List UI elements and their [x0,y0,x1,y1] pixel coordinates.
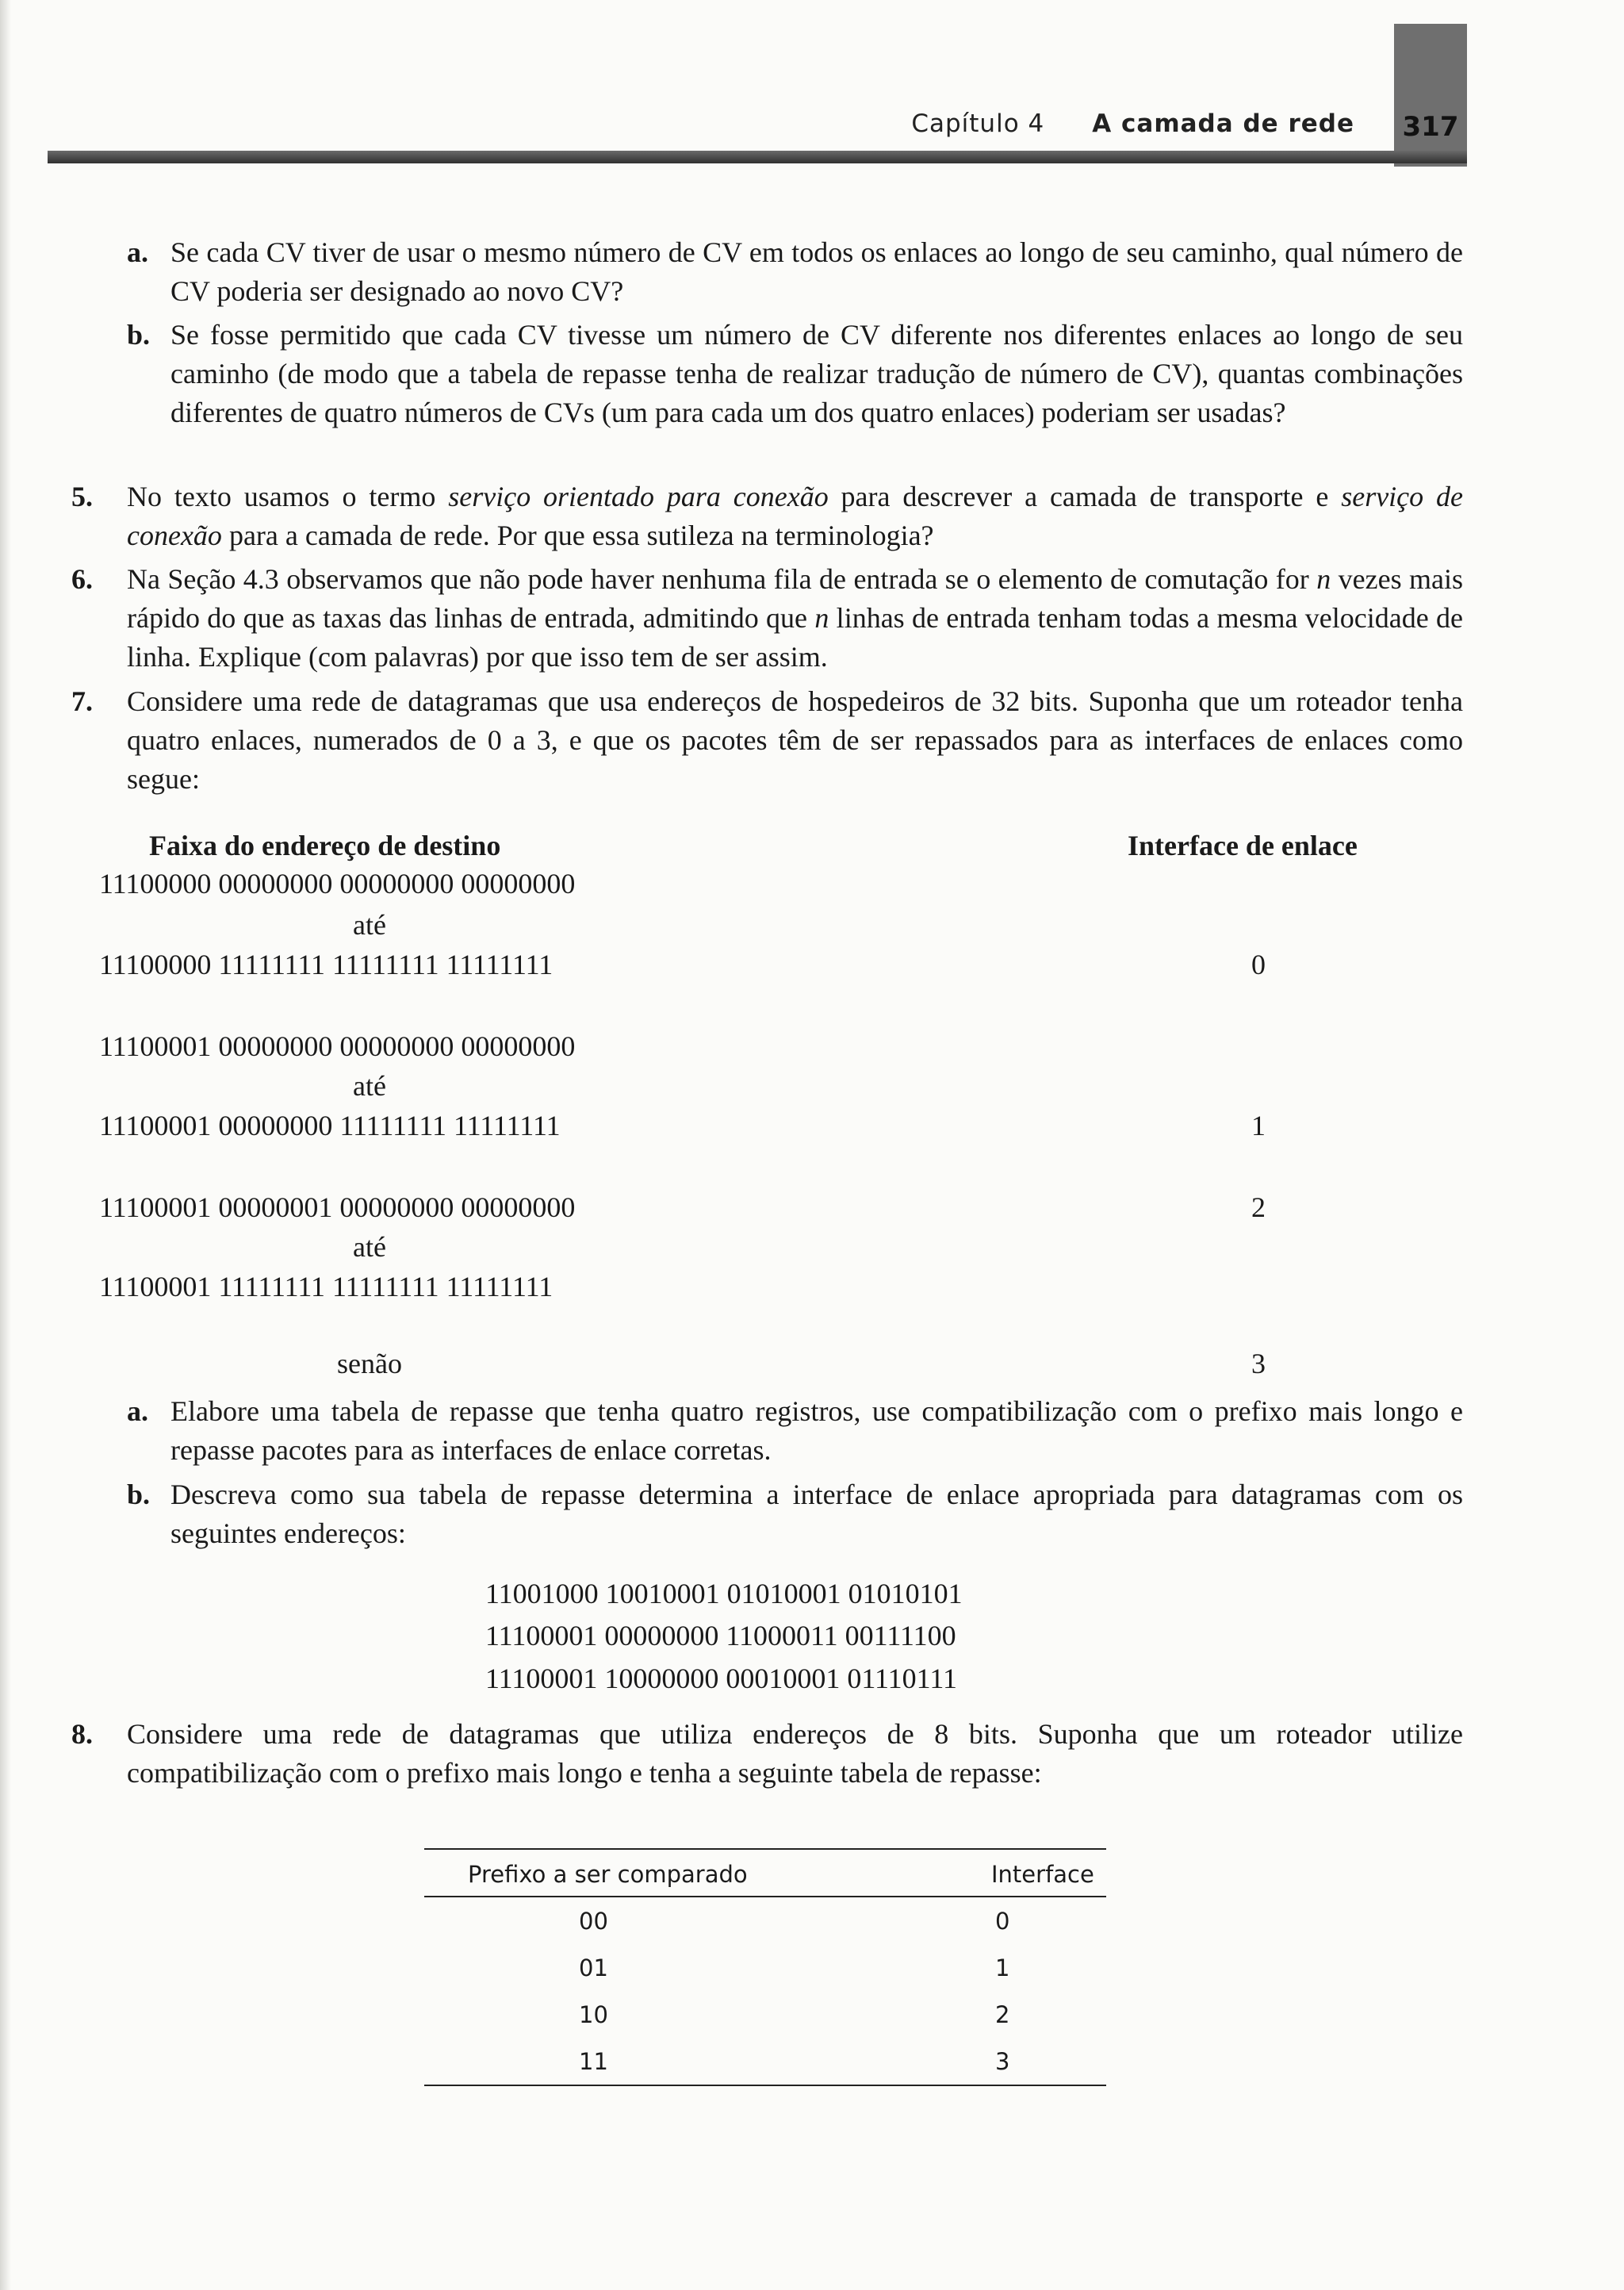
question-7 [71,682,1463,799]
chapter-label: Capítulo 4 [911,109,1045,138]
header-rule [48,151,1467,163]
q5-number: 5. [71,481,93,512]
q4-part-b [127,316,1463,432]
range-1-interface: 0 [1251,949,1266,980]
q7-number: 7. [71,685,93,717]
q7-part-b [127,1475,1463,1553]
q6-text-3: linhas de entrada tenham todas a mesma velocidade de linha. Explique (com palavras) por que isso tem de ser assim. [127,602,1463,673]
question-8 [71,1715,1463,1793]
q6-emphasis-2: n [814,602,829,634]
col-header-prefix: Prefixo a ser comparado [424,1849,991,1897]
range-3-to: 11100001 11111111 11111111 11111111 [99,1271,553,1302]
q7-a-text: Elabore uma tabela de repasse que tenha quatro registros, use compatibilização com o prefixo mais longo e repasse pacotes para as interfaces de enlace corretas. [170,1395,1463,1466]
prefix-cell: 01 [579,1954,608,1981]
otherwise-label: senão [337,1348,402,1379]
q7-a-marker: a. [127,1395,148,1427]
range-2-to-word: até [353,1070,386,1102]
q6-text-1: Na Seção 4.3 observamos que não pode haver nenhuma fila de entrada se o elemento de comutação for [127,563,1317,595]
prefix-cell: 11 [424,2038,991,2085]
page-edge-shadow [0,0,11,2290]
q8-text: Considere uma rede de datagramas que utiliza endereços de 8 bits. Suponha que um roteador utilize compatibilização com o prefixo mais longo e tenha a seguinte tabela de repasse: [127,1718,1463,1789]
table-row [424,2038,1106,2085]
q5-emphasis-2: serviço de conexão [127,481,1463,551]
datagram-address-1: 11001000 10010001 01010001 01010101 [485,1578,963,1609]
q8-number: 8. [71,1718,93,1750]
q4-b-text: Se fosse permitido que cada CV tivesse um número de CV diferente nos diferentes enlaces ao longo de seu caminho (de modo que a tabela de repasse tenha de realizar tradução de número de CV), quantas combinações diferentes de quatro números de CVs (um para cada um dos quatro enlaces) poderiam ser usadas? [170,319,1463,428]
page-number: 317 [1402,111,1459,143]
table-row [424,1944,1106,1991]
range-2-from: 11100001 00000000 00000000 00000000 [99,1030,576,1062]
range-2-interface: 1 [1251,1110,1266,1141]
q7-b-text: Descreva como sua tabela de repasse determina a interface de enlace apropriada para datagramas com os seguintes endereços: [170,1479,1463,1549]
table-row [424,1897,1106,1944]
col-header-interface: Interface de enlace [1128,830,1358,861]
range-1-from: 11100000 00000000 00000000 00000000 [99,868,576,900]
q5-text-2: para descrever a camada de transporte e [828,481,1342,512]
question-5 [71,478,1463,555]
prefix-cell: 00 [579,1908,608,1935]
col-header-interface-q8: Interface [991,1849,1106,1897]
q6-emphasis-1: n [1316,563,1331,595]
otherwise-interface: 3 [1251,1348,1266,1379]
q7-text: Considere uma rede de datagramas que usa endereços de hospedeiros de 32 bits. Suponha que um roteador tenha quatro enlaces, numerados de 0 a 3, e que os pacotes têm de ser repassados para as interfaces de enlaces como segue: [127,685,1463,795]
table-header-row [424,1849,1106,1897]
page-number-tab [1394,24,1467,167]
col-header-range: Faixa do endereço de destino [149,830,501,861]
range-3-to-word: até [353,1231,386,1263]
range-1-to: 11100000 11111111 11111111 11111111 [99,949,553,980]
forwarding-table [424,1848,1106,2086]
chapter-title: A camada de rede [1092,109,1354,138]
interface-cell: 0 [995,1908,1010,1935]
range-3-from: 11100001 00000001 00000000 00000000 [99,1191,576,1223]
q5-text-3: para a camada de rede. Por que essa sutileza na terminologia? [221,520,934,551]
q7-part-a [127,1392,1463,1470]
interface-cell: 2 [995,2001,1010,2028]
q6-text-2: vezes mais rápido do que as taxas das linhas de entrada, admitindo que [127,563,1464,634]
q5-text-1: No texto usamos o termo [127,481,449,512]
prefix-cell: 10 [579,2001,608,2028]
table-row [424,1991,1106,2038]
q4-b-marker: b. [127,319,151,351]
range-1-to-word: até [353,909,386,941]
datagram-address-3: 11100001 10000000 00010001 01110111 [485,1663,957,1694]
interface-cell: 1 [995,1954,1010,1981]
datagram-address-2: 11100001 00000000 11000011 00111100 [485,1620,956,1651]
range-3-interface: 2 [1251,1191,1266,1223]
q5-emphasis-1: serviço orientado para conexão [448,481,829,512]
q6-number: 6. [71,563,93,595]
q4-part-a [127,233,1463,311]
running-header [911,109,1354,138]
range-2-to: 11100001 00000000 11111111 11111111 [99,1110,561,1141]
q4-a-text: Se cada CV tiver de usar o mesmo número de CV em todos os enlaces ao longo de seu caminho, qual número de CV poderia ser designado ao novo CV? [170,236,1463,307]
interface-cell: 3 [991,2038,1106,2085]
q7-b-marker: b. [127,1479,151,1510]
q4-a-marker: a. [127,236,148,268]
question-6 [71,560,1464,677]
